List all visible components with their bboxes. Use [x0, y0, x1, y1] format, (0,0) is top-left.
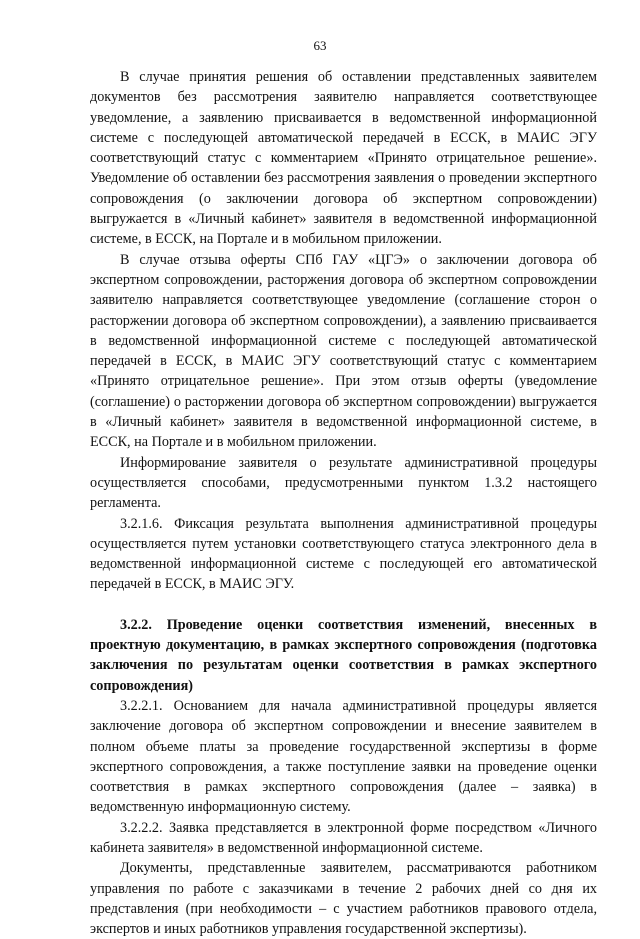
document-body [90, 67, 597, 939]
paragraph-documents-review: Документы, представленные заявителем, рассматриваются работником управления по работе с заказчиками в течение 2 рабочих дней со дня их представления (при необходимости – с участием работников правового отдела, экспертов и иных работников управления государственной экспертизы). [90, 860, 597, 938]
paragraph-offer-withdrawal: В случае отзыва оферты СПб ГАУ «ЦГЭ» о заключении договора об экспертном сопровождении, расторжения договора об экспертном сопровождении заявителю направляется соответствующее уведомление (соглашение сторон о расторжении договора об экспертном сопровождении), а заявлению присваивается в ведомственной информационной системе с последующей автоматической передачей в ЕССК, в МАИС ЭГУ соответствующий статус с комментарием «Принято отрицательное решение». При этом отзыв оферты (уведомление (соглашение) о расторжении договора об экспертном сопровождении) выгружается в «Личный кабинет» заявителя в ведомственной информационной системе, в ЕССК, на Портале и в мобильном приложении. [90, 251, 597, 451]
paragraph-rejection-notice: В случае принятия решения об оставлении представленных заявителем документов без рассмотрения заявителю направляется соответствующее уведомление, а заявлению присваивается в ведомственной информационной системе с последующей автоматической передачей в ЕССК, в МАИС ЭГУ соответствующий статус с комментарием «Принято отрицательное решение». Уведомление об оставлении без рассмотрения заявления о проведении экспертного сопровождения (о заключении договора об экспертном сопровождении) выгружается в «Личный кабинет» заявителя в ведомственной информационной системе, в ЕССК, на Портале и в мобильном приложении. [90, 69, 597, 248]
paragraph-3-2-1-6: 3.2.1.6. Фиксация результата выполнения административной процедуры осуществляется путем установки соответствующего статуса электронного дела в ведомственной информационной системе с последующей его автоматической передачей в ЕССК, в МАИС ЭГУ. [90, 515, 597, 593]
section-heading-3-2-2: 3.2.2. Проведение оценки соответствия изменений, внесенных в проектную документацию, в рамках экспертного сопровождения (подготовка заключения по результатам оценки соответствия в рамках экспертного сопровождения) [90, 616, 597, 694]
paragraph-3-2-2-2: 3.2.2.2. Заявка представляется в электронной форме посредством «Личного кабинета заявителя» в ведомственной информационной системе. [90, 819, 597, 856]
paragraph-3-2-2-1: 3.2.2.1. Основанием для начала административной процедуры является заключение договора об экспертном сопровождении и внесение заявителем в полном объеме платы за проведение государственной экспертизы в форме экспертного сопровождения, а также поступление заявки на проведение оценки соответствия в рамках экспертного сопровождения (далее – заявка) в ведомственную информационную систему. [90, 697, 597, 816]
page-number: 63 [313, 38, 327, 53]
paragraph-informing-applicant: Информирование заявителя о результате административной процедуры осуществляется способами, предусмотренными пунктом 1.3.2 настоящего регламента. [90, 454, 597, 512]
